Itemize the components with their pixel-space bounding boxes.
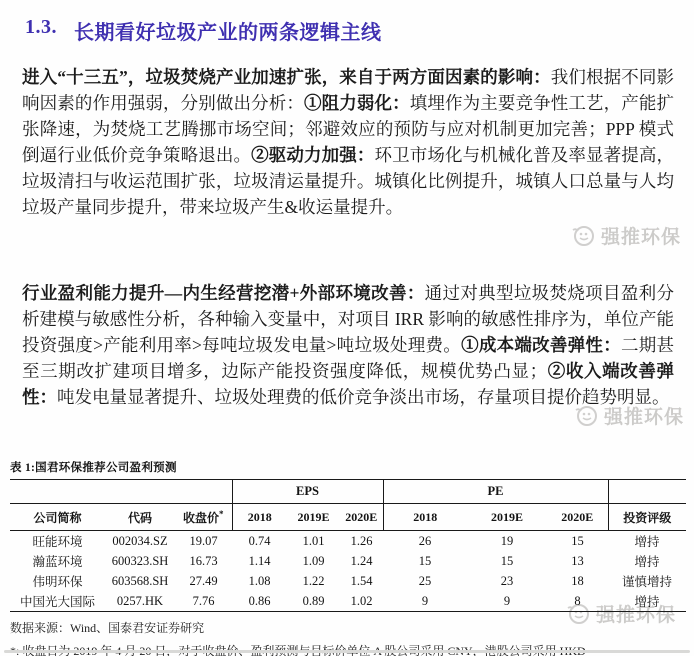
cell-code: 603568.SH <box>111 573 169 588</box>
group-header-pe: PE <box>383 480 608 504</box>
cell-rating: 增持 <box>634 555 660 569</box>
cell-code: 600323.SH <box>111 553 169 568</box>
table-column-header-row <box>10 504 686 531</box>
column-header-pe-2020e: 2020E <box>547 504 608 531</box>
text-segment: 进入“十三五”，垃圾焚烧产业加速扩张，来自于两方面因素的影响： <box>22 67 551 87</box>
cell-rating: 增持 <box>634 595 660 609</box>
cell-pe-2018: 25 <box>418 573 432 588</box>
cell-pe-2020e: 13 <box>571 553 584 568</box>
cell-pe-2020e: 8 <box>574 593 581 608</box>
price-date-footnote <box>10 642 686 656</box>
cell-eps-2020e: 1.24 <box>350 553 373 568</box>
cell-code: 0257.HK <box>116 593 164 608</box>
cell-company-name: 伟明环保 <box>32 575 83 589</box>
column-header-eps-2018: 2018 <box>232 504 287 531</box>
text-segment: ②驱动力加强： <box>251 145 375 165</box>
column-header-code: 代码 <box>105 504 175 531</box>
section-title <box>25 16 382 45</box>
text-segment: 二期甚至三期改扩建项目增多，边际产能投资强度降低，规模优势凸显； <box>22 335 675 381</box>
cell-eps-2018: 0.74 <box>248 533 271 548</box>
section-number: 1.3. <box>25 16 57 38</box>
cell-code: 002034.SZ <box>112 533 168 548</box>
column-header-pe-2018: 2018 <box>383 504 467 531</box>
text-segment: ②收入端改善弹性： <box>22 361 675 407</box>
text-segment: ①成本端改善弹性： <box>461 335 621 355</box>
text-segment: 填埋作为主要竞争性工艺，产能扩张降速，为焚烧工艺腾挪市场空间；邻避效应的预防与应对机制更加完善；PPP 模式倒逼行业低价竞争策略退出。 <box>22 93 674 165</box>
group-header-eps: EPS <box>232 480 383 504</box>
table-row <box>10 531 686 552</box>
cell-eps-2018: 1.08 <box>248 573 271 588</box>
column-header-rating: 投资评级 <box>608 504 686 531</box>
watermark-text: 强推环保 <box>604 407 685 428</box>
cell-pe-2019e: 15 <box>500 553 514 568</box>
cell-eps-2018: 0.86 <box>248 593 271 608</box>
cell-rating: 谨慎增持 <box>622 575 673 589</box>
cell-company-name: 中国光大国际 <box>19 595 95 609</box>
paragraph-profitability <box>22 280 674 410</box>
text-segment: 通过对典型垃圾焚烧项目盈利分析建模与敏感性分析，各种输入变量中，对项目 IRR 影响的敏感性排序为，单位产能投资强度>产能利用率>每吨垃圾发电量>吨垃圾处理费。 <box>22 283 674 355</box>
bottom-divider <box>4 650 690 653</box>
column-header-price <box>175 504 232 531</box>
table-row <box>10 551 686 571</box>
cell-pe-2020e: 18 <box>571 573 584 588</box>
cell-eps-2019e: 0.89 <box>302 593 325 608</box>
data-source-note: 数据来源：Wind、国泰君安证券研究 <box>10 621 205 635</box>
cell-eps-2019e: 1.22 <box>302 573 325 588</box>
forecast-table-section <box>10 459 686 656</box>
column-header-price-label: 收盘价 <box>182 510 219 525</box>
column-header-pe-2019e: 2019E <box>467 504 547 531</box>
forecast-table <box>10 479 686 612</box>
cell-pe-2019e: 23 <box>500 573 514 588</box>
brand-logo-icon <box>570 224 596 248</box>
table-row <box>10 591 686 612</box>
column-header-eps-2019e: 2019E <box>287 504 340 531</box>
cell-pe-2019e: 9 <box>503 593 511 608</box>
cell-price: 27.49 <box>189 573 218 588</box>
cell-company-name: 旺能环境 <box>32 535 83 549</box>
column-header-eps-2020e: 2020E <box>340 504 383 531</box>
cell-price: 16.73 <box>189 553 218 568</box>
empty-cell <box>10 480 232 504</box>
cell-eps-2020e: 1.26 <box>350 533 373 548</box>
text-segment: 吨发电量显著提升、垃圾处理费的低价竞争淡出市场，存量项目提价趋势明显。 <box>57 387 670 407</box>
table-caption: 表 1:国君环保推荐公司盈利预测 <box>10 462 177 474</box>
price-asterisk: * <box>219 508 224 519</box>
watermark <box>570 222 681 249</box>
text-segment: 环卫市场化与机械化普及率显著提高，垃圾清扫与收运范围扩张，垃圾清运量提升。城镇化比例提升，城镇人口总量与人均垃圾产量同步提升，带来垃圾产生&收运量提升。 <box>22 145 674 217</box>
cell-pe-2018: 26 <box>418 533 432 548</box>
cell-company-name: 瀚蓝环境 <box>32 555 83 569</box>
cell-eps-2020e: 1.54 <box>350 573 373 588</box>
empty-cell <box>608 480 686 504</box>
cell-pe-2018: 15 <box>418 553 432 568</box>
cell-pe-2019e: 19 <box>500 533 514 548</box>
cell-eps-2018: 1.14 <box>248 553 271 568</box>
cell-pe-2020e: 15 <box>571 533 584 548</box>
table-row <box>10 571 686 591</box>
text-segment: 行业盈利能力提升—内生经营挖潜+外部环境改善： <box>22 283 425 303</box>
cell-price: 7.76 <box>192 593 215 608</box>
cell-price: 19.07 <box>189 533 218 548</box>
cell-rating: 增持 <box>634 535 660 549</box>
text-segment: ①阻力弱化： <box>304 93 410 113</box>
section-title-text: 长期看好垃圾产业的两条逻辑主线 <box>74 22 382 44</box>
table-group-header-row <box>10 480 686 504</box>
watermark-text: 强推环保 <box>596 605 677 626</box>
paragraph-drivers <box>22 64 674 220</box>
column-header-name: 公司简称 <box>10 504 105 531</box>
watermark-text: 强推环保 <box>601 227 682 248</box>
cell-eps-2019e: 1.01 <box>302 533 325 548</box>
cell-pe-2018: 9 <box>421 593 429 608</box>
cell-eps-2020e: 1.02 <box>350 593 373 608</box>
text-segment: 我们根据不同影响因素的作用强弱，分别做出分析： <box>22 67 675 113</box>
cell-eps-2019e: 1.09 <box>302 553 325 568</box>
